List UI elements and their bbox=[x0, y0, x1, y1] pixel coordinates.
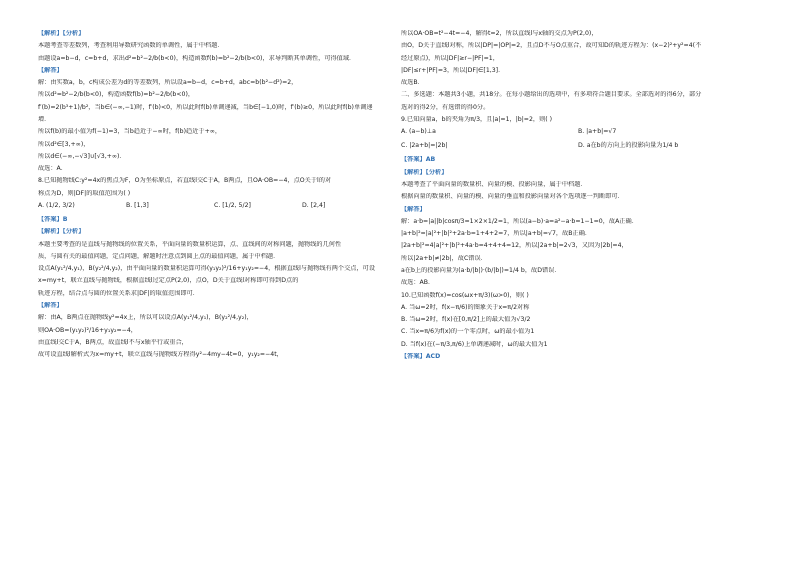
option-c: C. |2a+b|=|2b| bbox=[401, 142, 448, 150]
text-line: 本题主要考查的是直线与抛物线的位置关系，平面向量的数量积运算，点、直线间的对称问题，抛物线的几何性 bbox=[38, 240, 342, 248]
text-line: 由题设a=b−d，c=b+d，求出d²=b²−2/b(b<0)，构造函数f(b)=b²−2/b(b<0)，求导判断其单调性，可得值域． bbox=[38, 54, 356, 62]
text-line: 所以|2a+b|≠|2b|，故C错误． bbox=[401, 254, 487, 262]
solution-heading: 【解答】 bbox=[38, 302, 63, 309]
question-8-stem: 称点为D，则|DF|的取值范围为( ) bbox=[38, 189, 131, 197]
option-a: A. (1/2, 3/2) bbox=[38, 201, 75, 209]
right-column bbox=[401, 30, 756, 365]
text-line: 轨迹方程，结合点与圆的位置关系求|DF|的取值范围即可． bbox=[38, 289, 199, 297]
left-column bbox=[38, 30, 393, 363]
text-line: 解：由A，B两点在抛物线y²=4x上，所以可以设点A(y₁²/4,y₁)，B(y₂²/4,y₂)， bbox=[38, 314, 253, 322]
text-line: 则OA·OB=(y₁y₂)²/16+y₁y₂=−4， bbox=[38, 326, 137, 334]
text-line: 增． bbox=[38, 115, 51, 123]
text-line: 所以d²=b²−2/b(b<0)，构造函数f(b)=b²−2/b(b<0)， bbox=[38, 91, 195, 99]
option-b: B. [1,3] bbox=[126, 201, 149, 209]
text-line: x=my+t，联立直线与抛物线，根据直线l过定点P(2,0)，点O，D关于直线l对称即可得到D点的 bbox=[38, 277, 299, 285]
text-line: a在b上的投影向量为(a·b/|b|)·(b/|b|)=1/4 b，故D错误． bbox=[401, 266, 561, 274]
text-line: 本题考查等差数列，考查利用导数研究函数的单调性，属于中档题． bbox=[38, 42, 224, 50]
text-line: 故选：AB． bbox=[401, 279, 435, 287]
text-line: 所以d²∈[3,+∞)， bbox=[38, 140, 90, 148]
text-line: |DF|≤r+|PF|=3，所以|DF|∈[1,3]． bbox=[401, 66, 505, 74]
question-8-stem: 8.已知抛物线C:y²=4x的焦点为F，O为坐标原点，若直线l交C于A，B两点，且OA·OB=−4，点O关于l的对 bbox=[38, 177, 332, 185]
text-line: f′(b)=2(b³+1)/b²，当b∈(−∞,−1)时，f′(b)<0，所以此时f(b)单调递减，当b∈[−1,0)时，f′(b)≥0，所以此时f(b)单调递 bbox=[38, 103, 373, 111]
option-a: A. (a−b)⊥a bbox=[401, 128, 436, 136]
text-line: 由直线l交C于A，B两点，故直线l不与x轴平行或重合， bbox=[38, 338, 188, 346]
solution-heading: 【解答】 bbox=[38, 66, 63, 74]
option-d: D. a在b的方向上的投影向量为1/4 b bbox=[578, 142, 679, 150]
text-line: 由O，D关于直线l对称，所以|DP|=|OP|=2，且点D不与O点重合，故可知D的轨迹方程为：(x−2)²+y²=4(不 bbox=[401, 42, 702, 50]
option-a: A. 当ω=2时，f(x−π/6)的图象关于x=π/2对称 bbox=[401, 303, 530, 311]
question-10-stem: 10.已知函数f(x)=cos(ωx+π/3)(ω>0)，则( ) bbox=[401, 291, 529, 299]
solution-heading: 【解答】 bbox=[401, 205, 426, 213]
question-8-options bbox=[38, 202, 393, 210]
text-line: 故选B． bbox=[401, 79, 424, 87]
analysis-heading: 【解析】【分析】 bbox=[401, 168, 448, 176]
question-9-options-row bbox=[401, 142, 756, 150]
text-line: 所以OA·OB=t²−4t=−4，解得t=2，所以直线l与x轴的交点为P(2,0)， bbox=[401, 30, 598, 37]
option-d: D. 当f(x)在(−π/3,π/6)上单调递减时，ω的最大值为1 bbox=[401, 340, 548, 348]
section-heading: 二、多选题：本题共3小题，共18分。在每小题给出的选项中，有多项符合题目要求。全部选对的得6分，部分 bbox=[401, 91, 702, 99]
option-d: D. [2,4] bbox=[302, 201, 326, 209]
question-9-options-row bbox=[401, 128, 756, 136]
text-line: 所以f(b)的最小值为f(−1)=3，当b趋近于−∞时，f(b)趋近于+∞， bbox=[38, 128, 222, 136]
analysis-heading: 【解析】【分析】 bbox=[38, 30, 85, 37]
text-line: 质，与圆有关的最值问题，定点问题，解题时注意点到圆上点的最值问题，属于中档题． bbox=[38, 252, 280, 260]
answer-heading: 【答案】ACD bbox=[401, 352, 441, 360]
answer-heading: 【答案】AB bbox=[401, 156, 436, 164]
text-line: |2a+b|²=4|a|²+|b|²+4a·b=4+4+4=12，所以|2a+b|=2√3，又因为|2b|=4， bbox=[401, 242, 628, 250]
text-line: 解：a·b=|a||b|cosπ/3=1×2×1/2=1，所以(a−b)·a=a²−a·b=1−1=0，故A正确． bbox=[401, 217, 638, 225]
text-line: 本题考查了平面向量的数量积、向量的模、投影向量，属于中档题． bbox=[401, 181, 587, 188]
answer-heading: 【答案】B bbox=[38, 216, 68, 224]
text-line: 所以d∈(−∞,−√3]∪[√3,+∞)． bbox=[38, 152, 126, 160]
option-b: B. 当ω=2时，f(x)在[0,π/2]上的最大值为√3/2 bbox=[401, 316, 531, 324]
text-line: 经过原点)，所以|DF|≥r−|PF|=1， bbox=[401, 54, 499, 62]
text-line: 根据向量的数量积、向量的模、向量的垂直和投影向量对各个选项逐一判断即可． bbox=[401, 193, 624, 201]
question-9-stem: 9.已知向量a，b的夹角为π/3，且|a|=1，|b|=2，则( ) bbox=[401, 115, 553, 123]
analysis-heading: 【解析】【分析】 bbox=[38, 228, 85, 236]
text-line: 解：由实数a，b，c构成公差为d的等差数列，所以设a=b−d，c=b+d，abc=b(b²−d²)=2， bbox=[38, 79, 298, 87]
text-line: 故可设直线l解析式为x=my+t，联立直线与抛物线方程得y²−4my−4t=0，y₁y₂=−4t， bbox=[38, 351, 283, 359]
option-c: C. 当x=π/6为f(x)的一个零点时，ω的最小值为1 bbox=[401, 328, 535, 336]
section-heading: 选对的得2分，有选错的得0分。 bbox=[401, 103, 490, 111]
text-line: 设点A(y₁²/4,y₁)，B(y₂²/4,y₂)，由平面向量的数量积运算可得(y₁y₂)²/16+y₁y₂=−4，根据直线l与抛物线有两个交点，可设 bbox=[38, 265, 376, 273]
option-b: B. |a+b|=√7 bbox=[578, 128, 617, 136]
option-c: C. [1/2, 5/2] bbox=[214, 201, 251, 209]
text-line: |a+b|²=|a|²+|b|²+2a·b=1+4+2=7，所以|a+b|=√7，故B正确． bbox=[401, 230, 592, 238]
text-line: 故选：A． bbox=[38, 165, 67, 173]
